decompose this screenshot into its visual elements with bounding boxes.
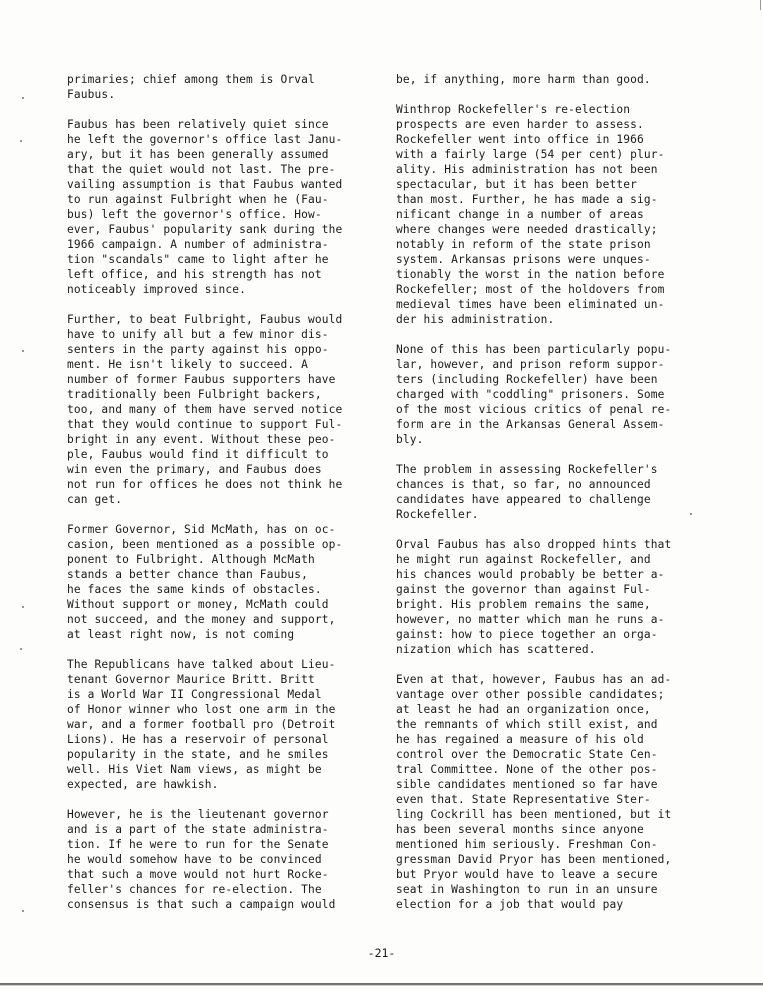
edge-mark (760, 0, 761, 10)
margin-mark (22, 350, 24, 352)
paragraph: Orval Faubus has also dropped hints that he might run against Rockefeller, and his chances would probably be better a- gainst the governor than against Ful- bright. His problem remains the same, however, no matter which man he runs a- gainst: how to piece together an orga- nization which has scattered. (396, 538, 672, 656)
paragraph: Winthrop Rockefeller's re-election prospects are even harder to assess. Rockefeller went into office in 1966 with a fairly large (54 per cent) plur- ality. His administration has not been spectacular, but it has been better than most. Further, he has made a sig- nificant change in a number of areas where changes were needed drastically; notably in reform of the state prison system. Arkansas prisons were unques- tionably the worst in the nation before Rockefeller; most of the holdovers from medieval times have been eliminated un- der his administration. (396, 103, 665, 326)
paragraph: be, if anything, more harm than good. (396, 73, 651, 86)
paragraph: However, he is the lieutenant governor and is a part of the state administra- tion. If he were to run for the Senate he would somehow have to be convinced that such a move would not hurt Rocke- feller's chances for re-election. The consensus is that such a campaign would (67, 808, 336, 911)
left-column (67, 72, 367, 927)
paragraph: primaries; chief among them is Orval Faubus. (67, 73, 315, 101)
paragraph: The Republicans have talked about Lieu- tenant Governor Maurice Britt. Britt is a World War II Congressional Medal of Honor winner who lost one arm in the war, and a former football pro (Detroit Lions). He has a reservoir of personal popularity in the state, and he smiles well. His Viet Nam views, as might be expected, are hawkish. (67, 658, 336, 791)
margin-mark (690, 513, 692, 515)
page-number: -21- (367, 946, 396, 960)
margin-mark (22, 606, 24, 608)
paragraph: The problem in assessing Rockefeller's chances is that, so far, no announced candidates have appeared to challenge Rockefeller. (396, 463, 658, 521)
paragraph: None of this has been particularly popu- lar, however, and prison reform suppor- ters (including Rockefeller) have been charged with "coddling" prisoners. Some of the most vicious critics of penal re- form are in the Arkansas General Assem- bly. (396, 343, 672, 446)
margin-mark (20, 648, 22, 650)
paragraph: Former Governor, Sid McMath, has on oc- casion, been mentioned as a possible op- ponent to Fulbright. Although McMath stands a better chance than Faubus, he faces the same kinds of obstacles. Without support or money, McMath could not succeed, and the money and support, at least right now, is not coming (67, 523, 343, 641)
right-column (396, 72, 697, 927)
paragraph: Faubus has been relatively quiet since he left the governor's office last Janu- ary, but it has been generally assumed that the quiet would not last. The pre- vailing assumption is that Faubus wanted to run against Fulbright when he (Fau- bus) left the governor's office. How- ever, Faubus' popularity sank during the 1966 campaign. A number of administra- tion "scandals" came to light after he left office, and his strength has not noticeably improved since. (67, 118, 343, 296)
margin-mark (22, 97, 24, 99)
margin-mark (20, 140, 22, 142)
margin-mark (22, 910, 24, 912)
paragraph: Even at that, however, Faubus has an ad- vantage over other possible candidates; at least he had an organization once, the remnants of which still exist, and he has regained a measure of his old control over the Democratic State Cen- tral Committee. None of the other pos- sible candidates mentioned so far have even that. State Representative Ster- ling Cockrill has been mentioned, but it has been several months since anyone mentioned him seriously. Freshman Con- gressman David Pryor has been mentioned, but Pryor would have to leave a secure seat in Washington to run in an unsure election for a job that would pay (396, 673, 672, 911)
footer-rule (0, 983, 763, 986)
paragraph: Further, to beat Fulbright, Faubus would have to unify all but a few minor dis- senters in the party against his oppo- ment. He isn't likely to succeed. A number of former Faubus supporters have traditionally been Fulbright backers, too, and many of them have served notice that they would continue to support Ful- bright in any event. Without these peo- ple, Faubus would find it difficult to win even the primary, and Faubus does not run for offices he does not think he can get. (67, 313, 343, 506)
